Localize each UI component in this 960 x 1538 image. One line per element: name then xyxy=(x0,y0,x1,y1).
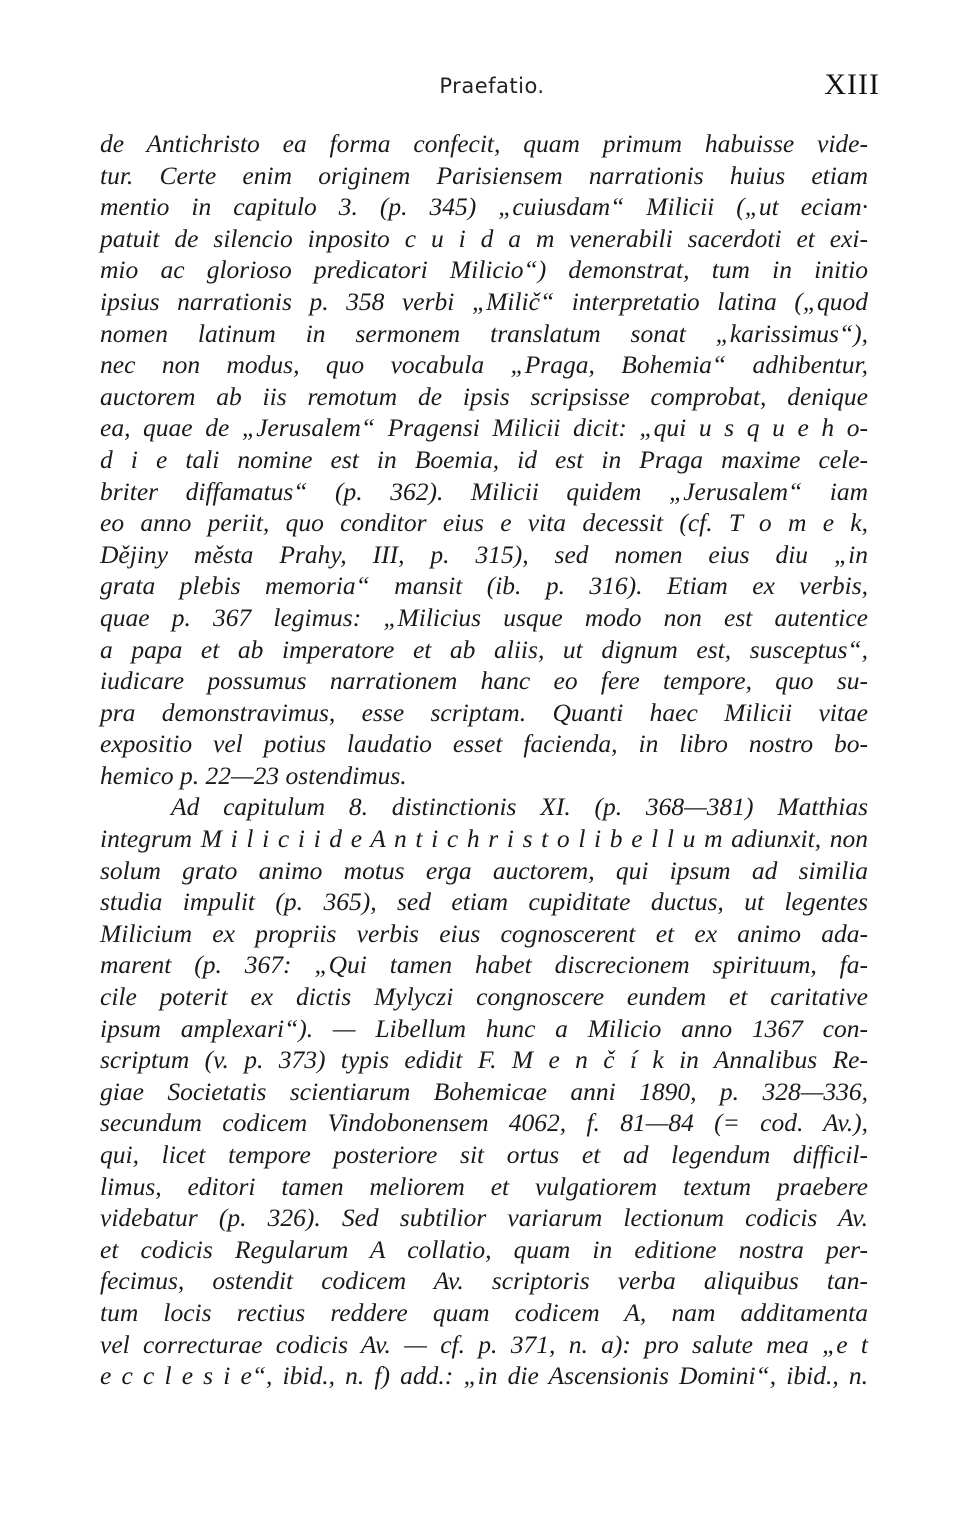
text-line: scriptum (v. p. 373) typis edidit F. M e n č í k in Annalibus Re- xyxy=(100,1045,868,1075)
text-line: Dějiny města Prahy, III, p. 315), sed nomen eius diu „in xyxy=(100,539,868,569)
text-line: mentio in capitulo 3. (p. 345) „cuiusdam“ Milicii („ut eciam· xyxy=(100,192,868,222)
text-line: nomen latinum in sermonem translatum sonat „karissimus“), xyxy=(100,318,868,348)
text-line: qui, licet tempore posteriore sit ortus et ad legendum difficil- xyxy=(100,1140,868,1169)
text-line: solum grato animo motus erga auctorem, qui ipsum ad similia xyxy=(100,855,868,885)
text-line: Ad capitulum 8. distinctionis XI. (p. 368—381) Matthias xyxy=(171,792,868,822)
text-line: hemico p. 22—23 ostendimus. xyxy=(100,760,407,790)
text-line: ipsum amplexari“). — Libellum hunc a Milicio anno 1367 con- xyxy=(100,1013,868,1043)
text-line: secundum codicem Vindobonensem 4062, f. 81—84 (= cod. Av.), xyxy=(100,1108,868,1138)
text-line: fecimus, ostendit codicem Av. scriptoris verba aliquibus tan- xyxy=(100,1266,868,1296)
text-line: eo anno periit, quo conditor eius e vita decessit (cf. T o m e k, xyxy=(100,508,868,538)
text-line: e c c l e s i e“, ibid., n. f) add.: „in die Ascensionis Domini“, ibid., n. xyxy=(100,1361,868,1391)
text-line: vel correcturae codicis Av. — cf. p. 371, n. a): pro salute mea „e t xyxy=(100,1329,868,1359)
running-head xyxy=(104,68,880,108)
text-line: ipsius narrationis p. 358 verbi „Milič“ interpretatio latina („quod xyxy=(100,286,868,316)
page-number: XIII xyxy=(824,68,880,101)
text-line: marent (p. 367: „Qui tamen habet discrecionem spirituum, fa- xyxy=(100,950,868,980)
text-line: pra demonstravimus, esse scriptam. Quanti haec Milicii vitae xyxy=(100,697,868,727)
text-line: limus, editori tamen meliorem et vulgatiorem textum praebere xyxy=(100,1171,868,1201)
text-line: iudicare possumus narrationem hanc eo fere tempore, quo su- xyxy=(100,666,868,696)
text-line: grata plebis memoria“ mansit (ib. p. 316). Etiam ex verbis, xyxy=(100,571,868,601)
running-title: Praefatio. xyxy=(439,74,545,98)
text-line: nec non modus, quo vocabula „Praga, Bohemia“ adhibentur, xyxy=(100,350,868,380)
text-line: patuit de silencio inposito c u i d a m venerabili sacerdoti et exi- xyxy=(100,223,868,253)
text-line: tur. Certe enim originem Parisiensem narrationis huius etiam xyxy=(100,160,868,190)
text-line: d i e tali nomine est in Boemia, id est in Praga maxime cele- xyxy=(100,444,868,474)
text-line: studia impulit (p. 365), sed etiam cupiditate ductus, ut legentes xyxy=(100,887,868,917)
text-line: briter diffamatus“ (p. 362). Milicii quidem „Jerusalem“ iam xyxy=(100,476,868,506)
text-line: integrum M i l i c i i d e A n t i c h r i s t o l i b e l l u m adiunxit, non xyxy=(100,824,868,854)
body-text xyxy=(100,128,868,1392)
text-line: auctorem ab iis remotum de ipsis scripsisse comprobat, denique xyxy=(100,381,868,411)
text-line: quae p. 367 legimus: „Milicius usque modo non est autentice xyxy=(100,602,868,632)
text-line: de Antichristo ea forma confecit, quam primum habuisse vide- xyxy=(100,129,868,158)
text-line: expositio vel potius laudatio esset facienda, in libro nostro bo- xyxy=(100,729,868,759)
text-line: videbatur (p. 326). Sed subtilior variarum lectionum codicis Av. xyxy=(100,1203,868,1233)
text-line: giae Societatis scientiarum Bohemicae anni 1890, p. 328—336, xyxy=(100,1076,868,1106)
text-line: cile poterit ex dictis Mylyczi congnoscere eundem et caritative xyxy=(100,982,868,1012)
text-line: a papa et ab imperatore et ab aliis, ut dignum est, susceptus“, xyxy=(100,634,868,664)
text-line: mio ac glorioso predicatori Milicio“) demonstrat, tum in initio xyxy=(100,255,868,285)
text-line: ea, quae de „Jerusalem“ Pragensi Milicii dicit: „qui u s q u e h o- xyxy=(100,413,868,443)
text-line: Milicium ex propriis verbis eius cognoscerent et ex animo ada- xyxy=(100,918,868,948)
text-line: tum locis rectius reddere quam codicem A, nam additamenta xyxy=(100,1297,868,1327)
text-line: et codicis Regularum A collatio, quam in editione nostra per- xyxy=(100,1234,868,1264)
